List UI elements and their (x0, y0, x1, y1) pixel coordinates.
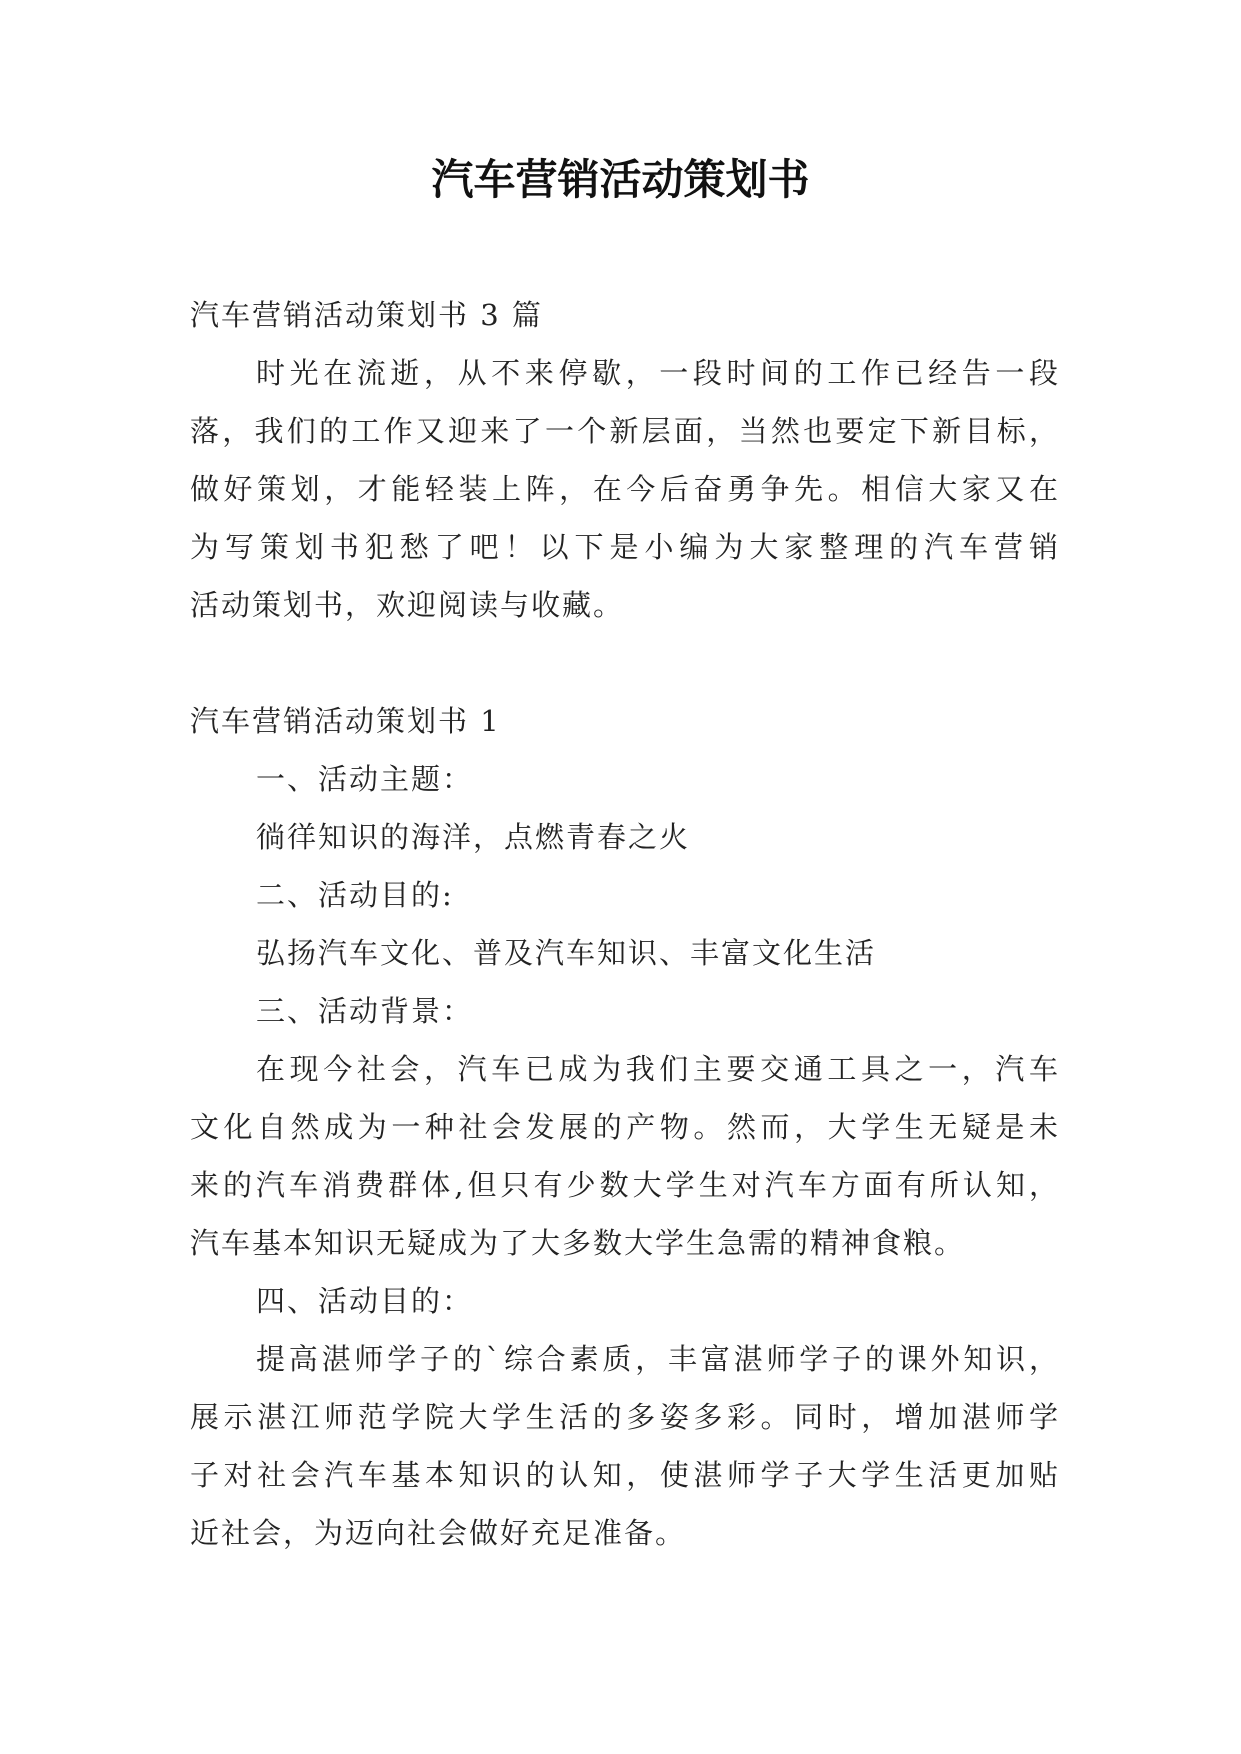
document-body (190, 286, 1060, 1562)
intro-line: 做好策划，才能轻装上阵，在今后奋勇争先。相信大家又在 (190, 472, 1060, 506)
purpose-label: 二、活动目的: (256, 878, 454, 912)
purpose-text: 弘扬汽车文化、普及汽车知识、丰富文化生活 (256, 936, 877, 970)
background-line: 汽车基本知识无疑成为了大多数大学生急需的精神食粮。 (190, 1226, 966, 1260)
goal-label: 四、活动目的： (256, 1284, 474, 1318)
background-line: 在现今社会，汽车已成为我们主要交通工具之一，汽车 (256, 1052, 1060, 1086)
goal-line: 子对社会汽车基本知识的认知，使湛师学子大学生活更加贴 (190, 1458, 1060, 1492)
section-heading: 汽车营销活动策划书 1 (190, 704, 501, 738)
background-line: 文化自然成为一种社会发展的产物。然而，大学生无疑是未 (190, 1110, 1060, 1144)
background-line: 来的汽车消费群体,但只有少数大学生对汽车方面有所认知， (190, 1168, 1060, 1202)
intro-line: 活动策划书，欢迎阅读与收藏。 (190, 588, 625, 622)
theme-label: 一、活动主题： (256, 762, 474, 796)
document-title: 汽车营销活动策划书 (431, 155, 810, 204)
goal-line: 提高湛师学子的`综合素质，丰富湛师学子的课外知识， (256, 1342, 1060, 1376)
goal-line: 近社会，为迈向社会做好充足准备。 (190, 1516, 687, 1550)
intro-line: 时光在流逝，从不来停歇，一段时间的工作已经告一段 (256, 356, 1060, 390)
goal-line: 展示湛江师范学院大学生活的多姿多彩。同时，增加湛师学 (190, 1400, 1060, 1434)
intro-heading: 汽车营销活动策划书 3 篇 (190, 298, 543, 332)
intro-line: 为写策划书犯愁了吧！以下是小编为大家整理的汽车营销 (190, 530, 1060, 564)
background-label: 三、活动背景： (256, 994, 474, 1028)
intro-line: 落，我们的工作又迎来了一个新层面，当然也要定下新目标， (190, 414, 1060, 448)
paragraph-gap (190, 634, 1060, 692)
theme-text: 徜徉知识的海洋，点燃青春之火 (256, 820, 691, 854)
